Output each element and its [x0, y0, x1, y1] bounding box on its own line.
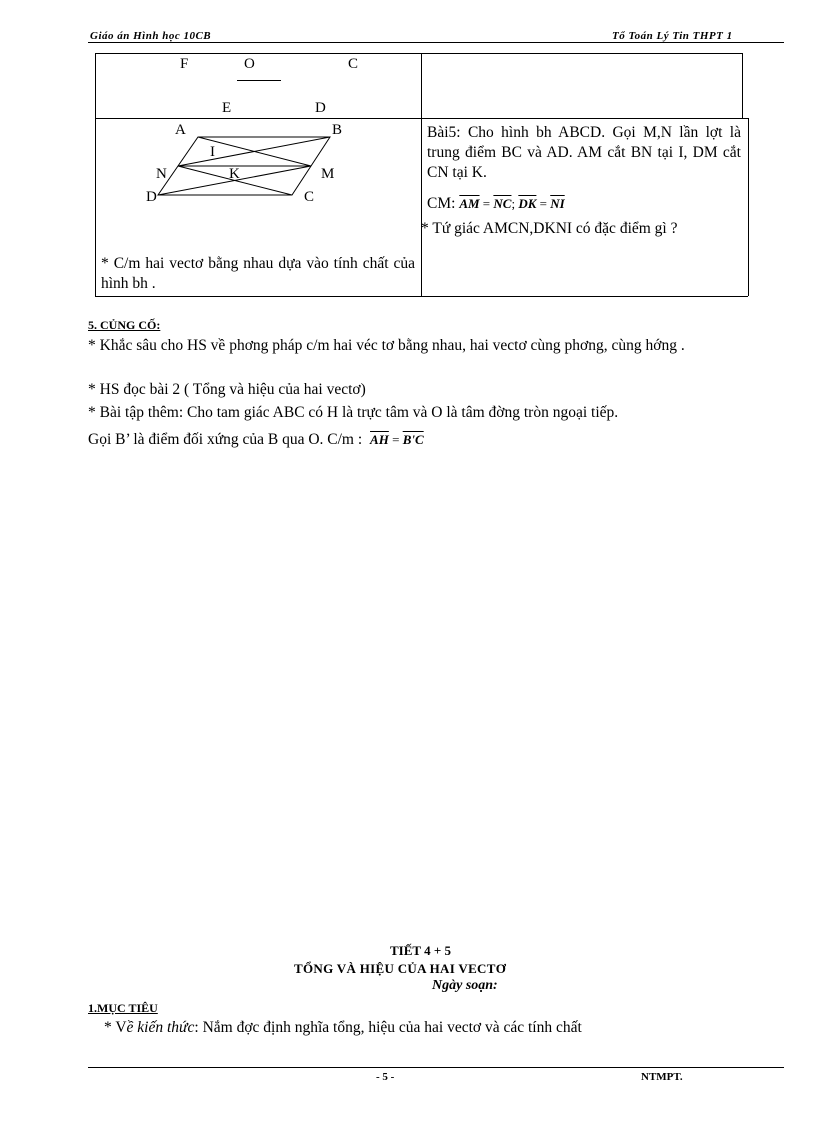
- lesson-date: Ngày soạn:: [432, 978, 498, 993]
- header-rule: [88, 42, 784, 43]
- section1-italic: ề kiến thức: [126, 1019, 195, 1036]
- point-k-label: K: [229, 166, 240, 182]
- section5-line1: * Khắc sâu cho HS về phơng pháp c/m hai véc tơ bằng nhau, hai vectơ cùng phơng, cùng hớng .: [88, 337, 685, 354]
- point-m-label: M: [321, 166, 335, 182]
- point-a-label: A: [175, 122, 186, 138]
- bai5-text: Bài5: Cho hình bh ABCD. Gọi M,N lần lợt là trung điểm BC và AD. AM cắt BN tại I, DM cắt CN tại K.: [427, 124, 741, 181]
- page-number: - 5 -: [376, 1071, 395, 1083]
- section5-line2: * HS đọc bài 2 ( Tổng và hiệu của hai vectơ): [88, 381, 366, 398]
- cm-label: CM:: [427, 195, 456, 212]
- section1-heading: 1.MỤC TIÊU: [88, 1001, 158, 1015]
- footer-rule: [88, 1067, 784, 1068]
- header-right: Tổ Toán Lý Tin THPT 1: [612, 30, 733, 42]
- point-b-label: B: [332, 122, 343, 138]
- section5-line4-text: Gọi B’ là điểm đối xứng của B qua O. C/m :: [88, 431, 363, 448]
- section1-line1: [104, 1018, 582, 1038]
- point-d2-label: D: [146, 189, 157, 205]
- table-left-note: * C/m hai vectơ bằng nhau dựa vào tính chất của hình bh .: [101, 255, 415, 292]
- lesson-number: TIẾT 4 + 5: [390, 943, 451, 958]
- segment-line: [237, 80, 281, 81]
- section5-line4: Gọi B’ là điểm đối xứng của B qua O. C/m : $\overline{AH} = B'C$: [88, 431, 424, 448]
- section1-rest: : Nắm đợc định nghĩa tổng, hiệu của hai vectơ và các tính chất: [194, 1019, 582, 1036]
- vector-nc: $\overline{NC}$: [493, 196, 512, 211]
- parallelogram-figure: [95, 118, 421, 258]
- point-o-label: O: [244, 56, 255, 72]
- cm-equation: CM: $\overline{AM} = \overline{NC}$; $\overline{DK} = \overline{NI}$: [427, 195, 565, 212]
- section5-line3: * Bài tập thêm: Cho tam giác ABC có H là trực tâm và O là tâm đờng tròn ngoại tiếp.: [88, 404, 619, 421]
- question-text: * Tứ giác AMCN,DKNI có đặc điểm gì ?: [421, 220, 678, 237]
- point-d-label: D: [315, 100, 326, 116]
- point-n-label: N: [156, 166, 167, 182]
- vector-ni: $\overline{NI}$: [550, 196, 565, 211]
- section5-heading: 5. CỦNG CỐ:: [88, 318, 161, 332]
- vector-am: $\overline{AM}$: [459, 196, 480, 211]
- vector-ah: $\overline{AH}$: [370, 432, 389, 447]
- footer-right: NTMPT.: [641, 1071, 683, 1083]
- lesson-title: TỔNG VÀ HIỆU CỦA HAI VECTƠ: [294, 961, 507, 976]
- header-left: Giáo án Hình học 10CB: [90, 30, 212, 42]
- vector-bc: B'C: [402, 432, 424, 447]
- point-c2-label: C: [304, 189, 315, 205]
- point-i-label: I: [210, 144, 215, 160]
- vector-dk: $\overline{DK}$: [518, 196, 537, 211]
- point-f-label: F: [180, 56, 189, 72]
- section1-prefix: * V: [104, 1019, 127, 1036]
- point-c-label: C: [348, 56, 359, 72]
- point-e-label: E: [222, 100, 232, 116]
